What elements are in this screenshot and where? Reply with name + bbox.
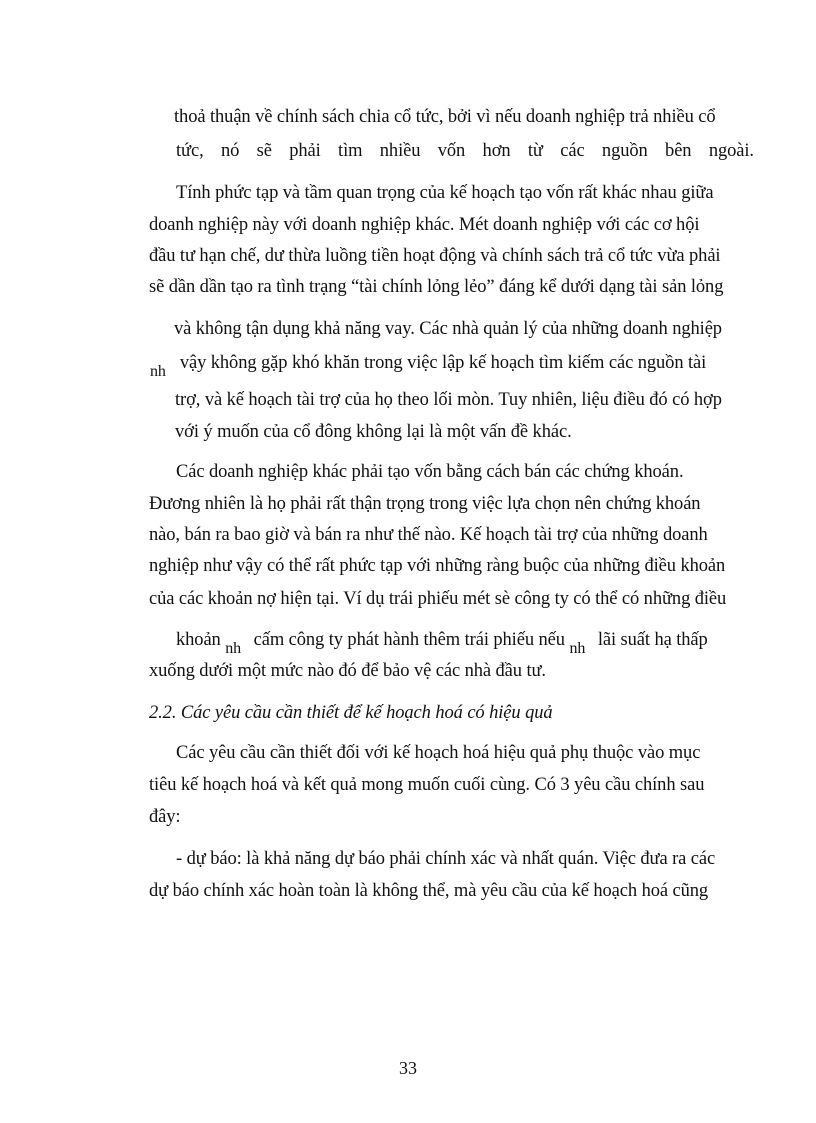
word: vốn — [437, 141, 466, 161]
word: hơn — [482, 141, 511, 161]
text-line: dự báo chính xác hoàn toàn là không thể, mà yêu cầu của kế hoạch hoá cũng — [149, 881, 709, 901]
paragraph-start: - dự báo: là khả năng dự báo phải chính xác và nhất quán. Việc đưa ra các — [176, 849, 716, 869]
word: các — [560, 141, 585, 161]
text-fragment: cấm công ty phát hành thêm trái phiếu nếu — [253, 630, 565, 650]
text-line: của các khoản nợ hiện tại. Ví dụ trái phiếu mét sè công ty có thể có những điều — [149, 589, 727, 609]
paragraph-start: Các yêu cầu cần thiết đối với kế hoạch hoá hiệu quả phụ thuộc vào mục — [176, 743, 701, 763]
paragraph-start: Các doanh nghiệp khác phải tạo vốn bằng cách bán các chứng khoán. — [176, 462, 684, 482]
stray-fragment: nh — [569, 640, 586, 657]
stray-fragment: nh — [225, 640, 242, 657]
text-line: với ý muốn của cổ đông không lại là một vấn đề khác. — [175, 422, 572, 442]
word: tìm — [338, 141, 363, 161]
word: phải — [289, 141, 321, 161]
text-line: đây: — [149, 807, 181, 827]
word: nó — [220, 141, 240, 161]
text-line: doanh nghiệp này với doanh nghiệp khác. Mét doanh nghiệp với các cơ hội — [149, 215, 700, 235]
section-heading: 2.2. Các yêu cầu cần thiết để kế hoạch hoá có hiệu quả — [149, 703, 553, 723]
word: tức, — [176, 141, 204, 161]
text-line — [150, 352, 707, 380]
text-line: thoả thuận về chính sách chia cổ tức, bởi vì nếu doanh nghiệp trả nhiều cổ — [174, 107, 716, 127]
stray-fragment: nh — [150, 363, 166, 380]
text-line: đầu tư hạn chế, dư thừa luồng tiền hoạt động và chính sách trả cổ tức vừa phải — [149, 246, 721, 266]
word: sẽ — [256, 141, 272, 161]
text-line: Đương nhiên là họ phải rất thận trọng trong việc lựa chọn nên chứng khoán — [149, 494, 701, 514]
text-line: tiêu kế hoạch hoá và kết quả mong muốn cuối cùng. Có 3 yêu cầu chính sau — [149, 775, 705, 795]
text-line: nghiệp như vậy có thể rất phức tạp với những ràng buộc của những điều khoản — [149, 556, 726, 576]
page-number: 33 — [399, 1058, 417, 1078]
text-line: nào, bán ra bao giờ và bán ra như thế nào. Kế hoạch tài trợ của những doanh — [149, 525, 708, 545]
text-line: và không tận dụng khả năng vay. Các nhà quản lý của những doanh nghiệp — [174, 319, 722, 339]
text-line — [176, 140, 754, 162]
text-line: sẽ dần dần tạo ra tình trạng “tài chính lỏng lẻo” đáng kể dưới dạng tài sản lỏng — [149, 277, 724, 297]
word: ngoài. — [708, 141, 754, 161]
word: nguồn — [601, 141, 648, 161]
text-line — [176, 629, 708, 657]
text-fragment: khoản — [176, 630, 221, 650]
word: bên — [665, 141, 692, 161]
text-line: trợ, và kế hoạch tài trợ của họ theo lối mòn. Tuy nhiên, liệu điều đó có hợp — [175, 390, 722, 410]
word: nhiều — [379, 141, 421, 161]
text-fragment: lãi suất hạ thấp — [597, 630, 708, 650]
text-line: xuống dưới một mức nào đó để bảo vệ các nhà đầu tư. — [149, 661, 546, 681]
word: từ — [527, 141, 543, 161]
text-line-content: vậy không gặp khó khăn trong việc lập kế hoạch tìm kiếm các nguồn tài — [179, 353, 707, 373]
paragraph-start: Tính phức tạp và tầm quan trọng của kế hoạch tạo vốn rất khác nhau giữa — [176, 183, 714, 203]
